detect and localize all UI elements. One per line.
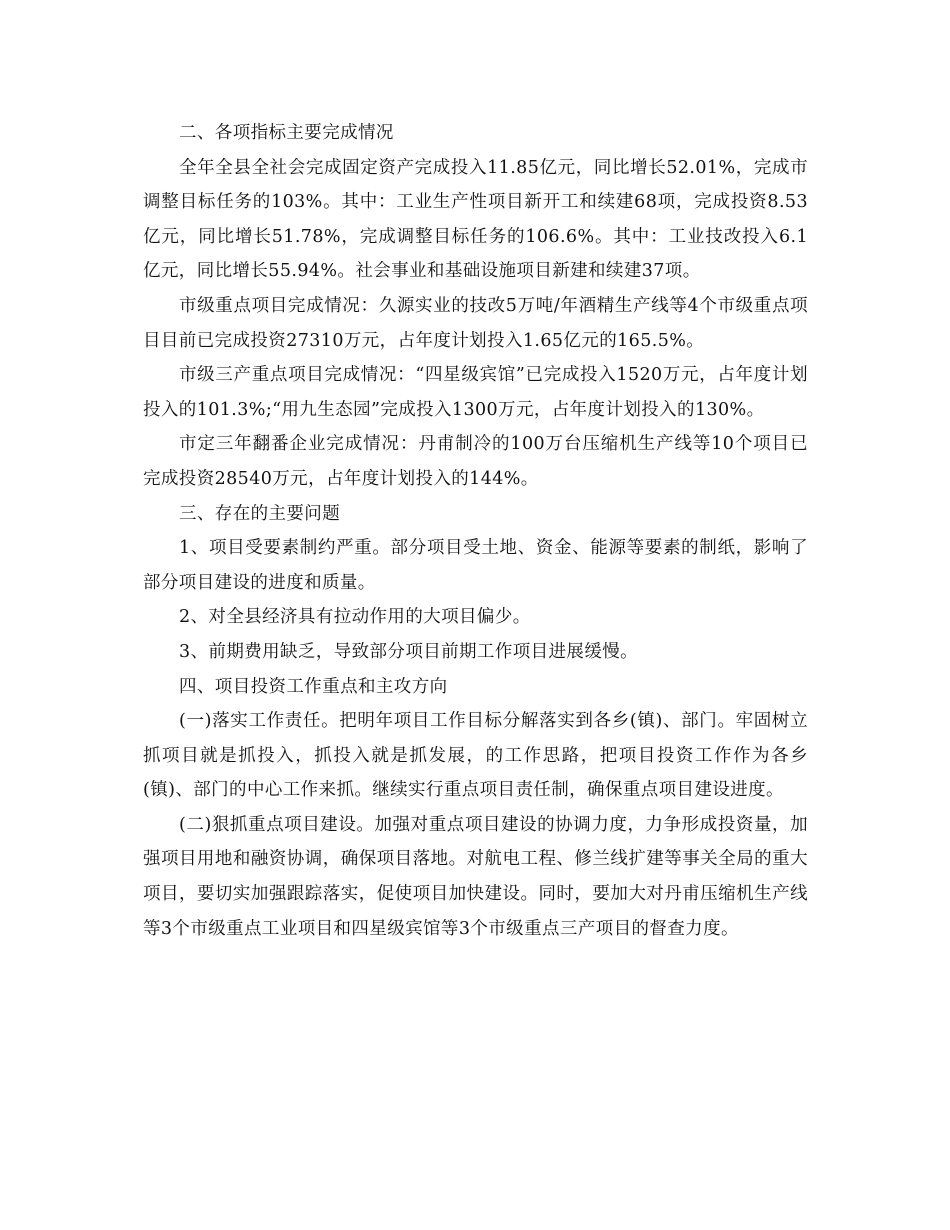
paragraph-tertiary-projects: 市级三产重点项目完成情况：“四星级宾馆”已完成投入1520万元，占年度计划投入的101.3%;“用九生态园”完成投入1300万元，占年度计划投入的130%。 <box>143 365 808 420</box>
paragraph-city-key-projects: 市级重点项目完成情况：久源实业的技改5万吨/年酒精生产线等4个市级重点项目目前已完成投资27310万元，占年度计划投入1.65亿元的165.5%。 <box>143 295 808 351</box>
focus-item-1: (一)落实工作责任。把明年项目工作目标分解落实到各乡(镇)、部门。牢固树立抓项目就是抓投入，抓投入就是抓发展，的工作思路，把项目投资工作作为各乡(镇)、部门的中心工作来抓。继续实行重点项目责任制，确保重点项目建设进度。 <box>143 711 808 801</box>
problem-item-1: 1、项目受要素制约严重。部分项目受土地、资金、能源等要素的制纸，影响了部分项目建设的进度和质量。 <box>143 538 808 593</box>
focus-item-2: (二)狠抓重点项目建设。加强对重点项目建设的协调力度，力争形成投资量，加强项目用地和融资协调，确保项目落地。对航电工程、修兰线扩建等事关全局的重大项目，要切实加强跟踪落实，促使项目加快建设。同时，要加大对丹甫压缩机生产线等3个市级重点工业项目和四星级宾馆等3个市级重点三产项目的督查力度。 <box>143 814 808 939</box>
paragraph-doubling-enterprises: 市定三年翻番企业完成情况：丹甫制冷的100万台压缩机生产线等10个项目已完成投资28540万元，占年度计划投入的144%。 <box>143 434 808 489</box>
section-heading-2: 二、各项指标主要完成情况 <box>179 123 394 143</box>
paragraph-investment-summary: 全年全县全社会完成固定资产完成投入11.85亿元，同比增长52.01%，完成市调整目标任务的103%。其中：工业生产性项目新开工和续建68项，完成投资8.53亿元，同比增长51.78%，完成调整目标任务的106.6%。其中：工业技改投入6.1亿元，同比增长55.94%。社会事业和基础设施项目新建和续建37项。 <box>143 157 808 282</box>
problem-item-3: 3、前期费用缺乏，导致部分项目前期工作项目进展缓慢。 <box>179 641 639 662</box>
document-body <box>143 116 808 946</box>
section-heading-3: 三、存在的主要问题 <box>179 503 341 524</box>
section-heading-4: 四、项目投资工作重点和主攻方向 <box>179 676 448 697</box>
problem-item-2: 2、对全县经济具有拉动作用的大项目偏少。 <box>179 607 531 628</box>
